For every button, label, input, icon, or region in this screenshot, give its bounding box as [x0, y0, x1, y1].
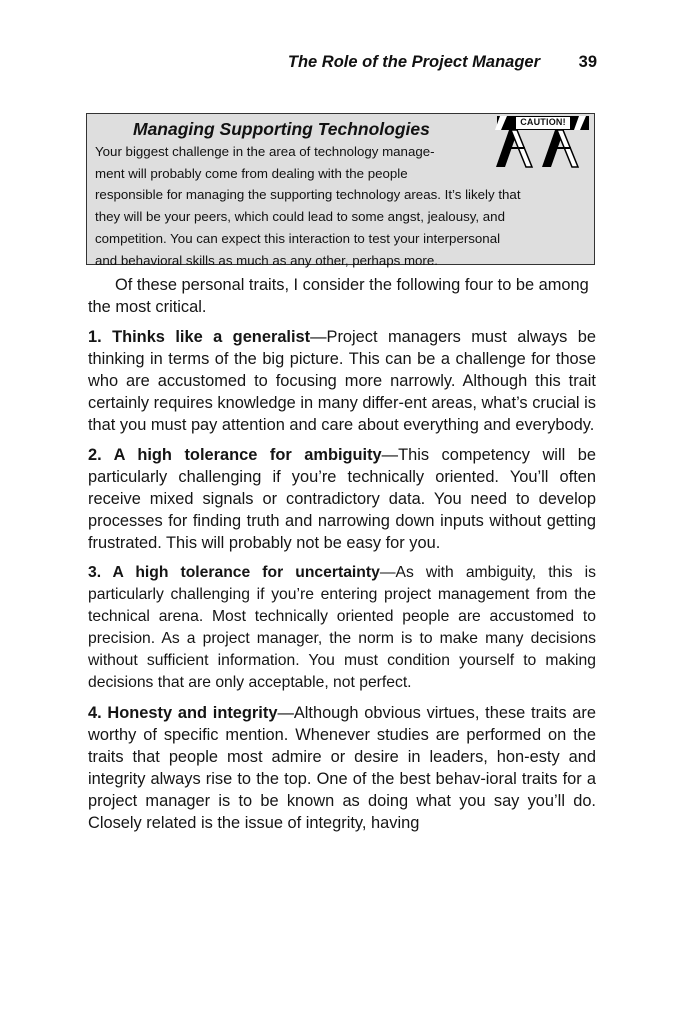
intro-paragraph: Of these personal traits, I consider the following four to be among the most critical. — [88, 276, 589, 316]
sidebar-line: and behavioral skills as much as any other, perhaps more. — [95, 252, 438, 268]
body-text — [88, 274, 596, 842]
trait-text: —Although obvious virtues, these traits are worthy of specific mention. Whenever studies are performed on the traits that people most admire or desire in leaders, hon-esty and integrity always rise to the top. One of the best behav-ioral traits for a project manager is to be known as doing what you say you’ll do. Closely related is the issue of integrity, having — [88, 704, 596, 832]
caution-sidebar — [86, 113, 595, 268]
sidebar-text — [95, 141, 587, 271]
page-number: 39 — [578, 53, 597, 71]
trait-heading: 3. A high tolerance for uncertainty — [88, 564, 380, 581]
sidebar-title: Managing Supporting Technologies — [133, 119, 430, 139]
trait-heading: 1. Thinks like a generalist — [88, 328, 311, 346]
sidebar-line: they will be your peers, which could lead to some angst, jealousy, and — [95, 209, 505, 225]
trait-paragraph-ambiguity — [88, 444, 596, 554]
running-title: The Role of the Project Manager — [287, 53, 540, 71]
trait-heading: 2. A high tolerance for ambiguity — [88, 446, 382, 464]
caution-label: CAUTION! — [515, 116, 571, 130]
sidebar-line: competition. You can expect this interaction to test your interpersonal — [95, 230, 501, 246]
sidebar-line: responsible for managing the supporting technology areas. It’s likely that — [95, 187, 521, 203]
sidebar-line: ment will probably come from dealing with the people — [95, 165, 408, 181]
sidebar-line: Your biggest challenge in the area of technology manage- — [95, 144, 435, 159]
trait-paragraph-honesty — [88, 702, 596, 834]
running-head — [0, 53, 600, 77]
trait-paragraph-generalist — [88, 326, 596, 436]
trait-paragraph-uncertainty — [88, 562, 596, 694]
trait-text: —As with ambiguity, this is particularly challenging if you’re entering project management from the technical arena. Most technically oriented people are accustomed to precision. As a project manager, the norm is to make many decisions without sufficient information. You must condition yourself to making decisions that are only acceptable, not perfect. — [88, 564, 596, 691]
trait-heading: 4. Honesty and integrity — [88, 704, 278, 722]
trait-text: —Project managers must always be thinking in terms of the big picture. This can be a challenge for those who are accustomed to focusing more narrowly. Although this trait certainly requires knowledge in many differ-ent areas, what’s crucial is that you must pay attention and care about everything and everybody. — [88, 328, 597, 434]
trait-text: —This competency will be particularly challenging if you’re technically oriented. You’ll often receive mixed signals or contradictory data. You need to develop processes for finding truth and narrowing down inputs without getting frustrated. This will probably not be easy for you. — [88, 446, 596, 552]
